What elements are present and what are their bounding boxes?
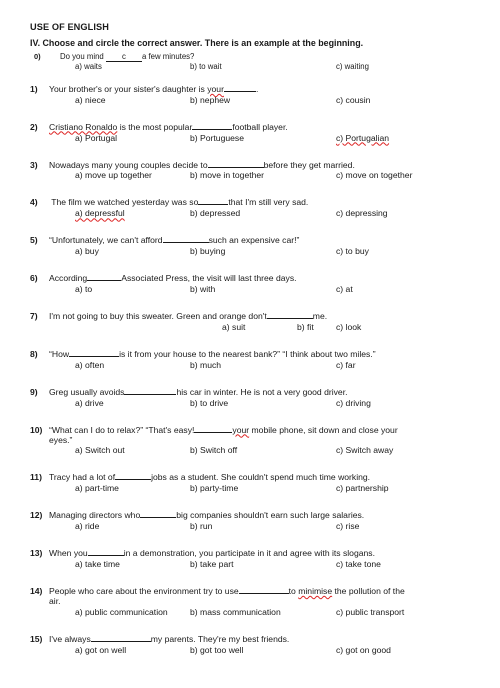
question-15: 15) I've always my parents. They're my best friends. a) got on well b) got too well c) got on good: [30, 633, 391, 655]
option-b[interactable]: b) buying: [190, 246, 226, 257]
option-c[interactable]: c) waiting: [336, 61, 369, 71]
option-b[interactable]: b) mass communication: [190, 606, 281, 617]
question-12: 12) Managing directors who big companies shouldn't earn such large salaries. a) ride b) run c) rise: [30, 510, 365, 532]
question-5: 5) “Unfortunately, we can't afford such an expensive car!” a) buy b) buying c) to buy: [30, 235, 369, 257]
question-2: 2) Cristiano Ronaldo is the most popular football player. a) Portugal b) Portuguese c) Portugalian: [30, 121, 390, 143]
option-b[interactable]: b) move in together: [190, 170, 265, 181]
option-c[interactable]: c) far: [336, 359, 356, 370]
answer-blank[interactable]: [239, 585, 289, 594]
option-b[interactable]: b) much: [190, 359, 222, 370]
option-b[interactable]: b) to drive: [190, 397, 229, 408]
option-c[interactable]: c) Portugalian: [336, 132, 390, 143]
question-14: 14) People who care about the environment try to use to minimise the pollution of the air. a) public communication b) mass communication c) public transport: [30, 586, 405, 617]
option-a[interactable]: a) Portugal: [75, 132, 118, 143]
option-c[interactable]: c) got on good: [336, 644, 391, 655]
answer-blank[interactable]: [163, 234, 209, 243]
option-b[interactable]: b) got too well: [190, 644, 244, 655]
question-3: 3) Nowadays many young couples decide to before they get married. a) move up together b) move in together c) move on together: [30, 159, 413, 181]
answer-blank[interactable]: [267, 310, 313, 319]
question-4: 4) The film we watched yesterday was so that I'm still very sad. a) depressful b) depressed c) depressing: [30, 197, 388, 219]
question-11: 11) Tracy had a lot of jobs as a student. She couldn't spend much time working. a) part-time b) party-time c) partnership: [30, 472, 389, 494]
option-b[interactable]: b) fit: [297, 321, 314, 332]
option-c[interactable]: c) to buy: [336, 246, 369, 257]
option-c[interactable]: c) rise: [336, 521, 360, 532]
answer-blank[interactable]: [91, 633, 151, 642]
option-c[interactable]: c) Switch away: [336, 445, 394, 456]
option-b[interactable]: b) with: [190, 284, 216, 295]
option-a[interactable]: a) buy: [75, 246, 99, 257]
option-c[interactable]: c) at: [336, 284, 353, 295]
question-7: 7) I'm not going to buy this sweater. Green and orange don't me. a) suit b) fit c) look: [30, 311, 362, 332]
option-c[interactable]: c) partnership: [336, 483, 389, 494]
option-a[interactable]: a) move up together: [75, 170, 152, 181]
option-b[interactable]: b) nephew: [190, 94, 231, 105]
question-8: 8) “How is it from your house to the nearest bank?” “I think about two miles.” a) often b) much c) far: [30, 348, 376, 370]
answer-blank[interactable]: [208, 159, 264, 168]
question-6: 6) According Associated Press, the visit will last three days. a) to b) with c) at: [30, 273, 353, 295]
option-a[interactable]: a) to: [75, 284, 93, 295]
question-13: 13) When you in a demonstration, you participate in it and agree with its slogans. a) take time b) take part c) take tone: [30, 548, 381, 570]
option-c[interactable]: c) driving: [336, 397, 371, 408]
option-a[interactable]: a) often: [75, 359, 105, 370]
question-1: 1) Your brother's or your sister's daughter is your . a) niece b) nephew c) cousin: [30, 83, 371, 105]
answer-blank[interactable]: [194, 424, 232, 433]
option-b[interactable]: b) party-time: [190, 483, 239, 494]
answer-blank[interactable]: [69, 348, 119, 357]
option-b[interactable]: b) run: [190, 521, 213, 532]
section-title: USE OF ENGLISH: [30, 22, 109, 32]
answer-blank[interactable]: [124, 386, 176, 395]
option-a[interactable]: a) ride: [75, 521, 100, 532]
answer-blank: c: [106, 53, 142, 62]
option-b[interactable]: b) take part: [190, 559, 234, 570]
option-b[interactable]: b) to wait: [190, 61, 222, 71]
option-a[interactable]: a) drive: [75, 397, 104, 408]
answer-blank[interactable]: [115, 471, 151, 480]
option-a[interactable]: a) take time: [75, 559, 120, 570]
option-a[interactable]: a) public communication: [75, 606, 168, 617]
answer-blank[interactable]: [87, 272, 121, 281]
option-c[interactable]: c) public transport: [336, 606, 405, 617]
option-b[interactable]: b) Portuguese: [190, 132, 244, 143]
option-a[interactable]: a) part-time: [75, 483, 119, 494]
option-b[interactable]: b) Switch off: [190, 445, 238, 456]
question-10: 10) “What can I do to relax?” “That's easy! your mobile phone, sit down and close your eyes.” a) Switch out b) Switch off c) Switch away: [30, 424, 398, 456]
option-a[interactable]: a) Switch out: [75, 445, 125, 456]
option-a[interactable]: a) got on well: [75, 644, 127, 655]
option-c[interactable]: c) take tone: [336, 559, 381, 570]
example-question: 0) Do you mind c a few minutes? a) waits b) to wait c) waiting: [30, 53, 470, 75]
option-a[interactable]: a) waits: [75, 61, 102, 71]
question-number: 0): [34, 51, 41, 61]
answer-blank[interactable]: [224, 83, 256, 92]
answer-blank[interactable]: [192, 121, 232, 130]
instruction: IV. Choose and circle the correct answer. There is an example at the beginning.: [30, 37, 364, 48]
option-c[interactable]: c) move on together: [336, 170, 413, 181]
option-a[interactable]: a) suit: [222, 321, 246, 332]
worksheet-page: [30, 22, 470, 658]
option-b[interactable]: b) depressed: [190, 208, 241, 219]
answer-blank[interactable]: [88, 547, 124, 556]
option-a[interactable]: a) depressful: [75, 208, 125, 219]
option-c[interactable]: c) depressing: [336, 208, 388, 219]
option-c[interactable]: c) look: [336, 321, 362, 332]
question-9: 9) Greg usually avoids his car in winter. He is not a very good driver. a) drive b) to drive c) driving: [30, 386, 371, 408]
option-c[interactable]: c) cousin: [336, 94, 371, 105]
answer-blank[interactable]: [140, 509, 176, 518]
answer-blank[interactable]: [198, 196, 228, 205]
option-a[interactable]: a) niece: [75, 94, 106, 105]
